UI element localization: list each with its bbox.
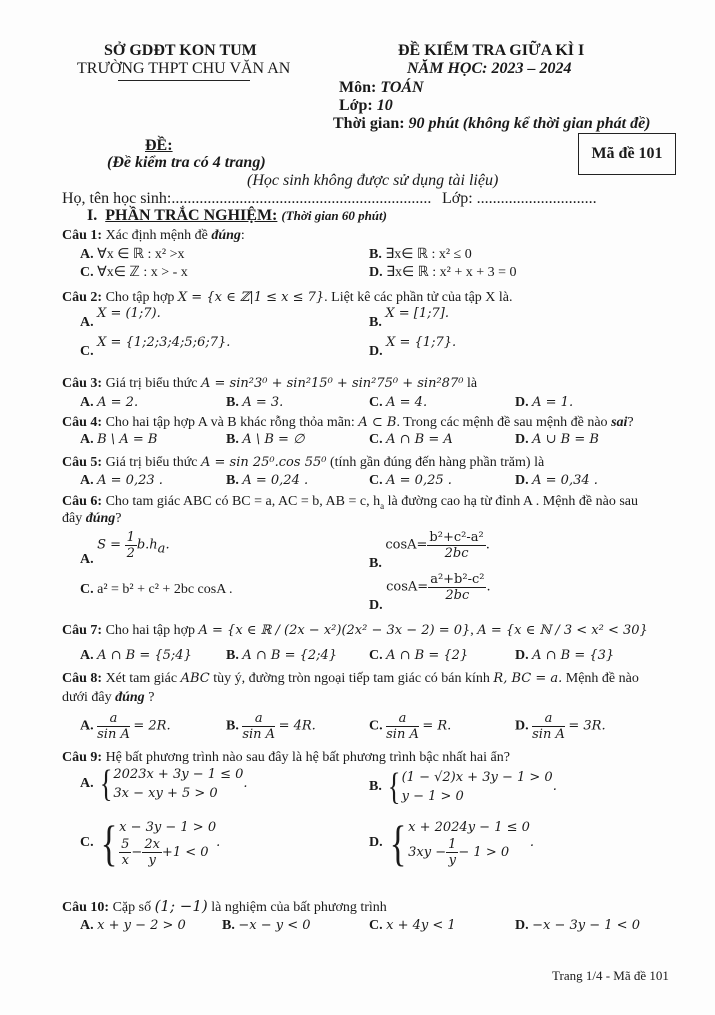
question-label: Câu 7: [62, 623, 103, 638]
option-text: ∃x∈ ℝ : x² + x + 3 = 0 [386, 265, 517, 280]
q5-option-d[interactable] [515, 473, 598, 489]
question-4 [62, 415, 634, 431]
question-text: Mệnh đề nào [565, 671, 639, 686]
school-name: TRƯỜNG THPT CHU VĂN AN [77, 60, 291, 77]
brace-icon: { [99, 763, 113, 805]
question-tail: : [240, 228, 245, 243]
q1-option-c[interactable] [80, 264, 188, 281]
fraction-denominator: 2 [126, 546, 135, 561]
equation-line: x − 3y − 1 > 0 [119, 820, 217, 835]
question-math: A = {x ∈ ℝ / (2x − x²)(2x² − 3x − 2) = 0} [198, 623, 471, 638]
exam-title: ĐỀ KIỂM TRA GIỮA KÌ I [398, 42, 585, 59]
q4-option-c[interactable] [369, 432, 453, 448]
option-letter: A. [80, 648, 94, 663]
option-text: . [552, 779, 557, 795]
option-text: A = 0,25 . [386, 473, 452, 488]
option-letter: A. [80, 776, 94, 792]
question-1 [62, 228, 245, 244]
question-label: Câu 9: [62, 750, 103, 765]
q8-option-d[interactable] [515, 711, 606, 742]
question-text: Cho hai tập hợp A và B khác rỗng thỏa mãn: [105, 415, 355, 430]
de-label: ĐỀ: [145, 137, 173, 154]
equation-line: y − 1 > 0 [401, 789, 464, 804]
no-materials-note: (Học sinh không được sử dụng tài liệu) [247, 172, 499, 189]
question-tail: ? [148, 690, 155, 705]
option-letter: B. [369, 247, 382, 262]
option-text: X = {1;2;3;4;5;6;7}. [97, 335, 231, 350]
fraction [446, 837, 458, 868]
option-letter: C. [80, 265, 94, 280]
option-text: = 3R. [568, 718, 606, 734]
option-letter: D. [515, 432, 529, 447]
option-text: b.h [136, 537, 158, 553]
subject-label: Môn: [339, 79, 377, 96]
grade-value: 10 [376, 97, 393, 114]
equation-system [402, 768, 553, 806]
option-letter: B. [222, 918, 235, 933]
q3-option-d[interactable] [515, 395, 573, 411]
q10-option-d[interactable] [515, 918, 640, 934]
option-letter: A. [80, 247, 94, 262]
equation-line: x + 2024y − 1 ≤ 0 [408, 820, 530, 835]
question-text: Giá trị biểu thức [105, 455, 198, 470]
option-letter: A. [80, 395, 94, 410]
q4-option-a[interactable] [80, 432, 157, 448]
q7-option-a[interactable] [80, 648, 192, 664]
fraction-denominator: sin A [242, 727, 276, 742]
q4-option-d[interactable] [515, 432, 599, 448]
option-letter: C. [80, 582, 94, 597]
equation-line: 2023x + 3y − 1 ≤ 0 [113, 767, 244, 782]
option-text: A = 4. [386, 395, 428, 410]
q8-option-c[interactable] [369, 711, 451, 742]
question-9 [62, 750, 510, 766]
question-emphasis: đúng [85, 511, 116, 526]
option-text: ∀x ∈ ℝ : x² >x [97, 247, 185, 262]
option-text: A ∪ B = B [532, 432, 599, 447]
option-text: a² = b² + c² + 2bc cosA . [97, 582, 233, 597]
question-tail: là [466, 376, 478, 391]
fraction-denominator: x [121, 853, 129, 868]
option-text: B \ A = B [97, 432, 158, 447]
q8-option-a[interactable] [80, 711, 171, 742]
fraction [386, 711, 419, 742]
option-letter: C. [369, 918, 383, 933]
option-letter: B. [226, 395, 239, 410]
option-text: . [165, 537, 170, 553]
section-number: I. [87, 207, 98, 224]
question-text: Hệ bất phương trình nào sau đây là hệ bất phương trình bậc nhất hai ẩn? [105, 750, 510, 765]
option-text: = 4R. [278, 718, 316, 734]
q8-option-b[interactable] [226, 711, 316, 742]
question-tail: (tính gần đúng đến hàng phần trăm) là [329, 455, 545, 470]
option-letter: D. [515, 395, 529, 410]
option-letter: C. [80, 835, 94, 851]
question-math: X = {x ∈ ℤ|1 ≤ x ≤ 7} [177, 290, 325, 305]
question-label: Câu 8: [62, 671, 103, 686]
fraction [97, 711, 130, 742]
fraction-numerator: a [532, 711, 565, 727]
equation-op: − [131, 845, 143, 860]
subject-line [339, 79, 424, 97]
equation-system [113, 765, 243, 803]
option-text: x + 4y < 1 [386, 918, 456, 933]
q7-option-b[interactable] [226, 648, 337, 664]
q7-option-d[interactable] [515, 648, 614, 664]
equation-tail: − 1 > 0 [458, 845, 510, 860]
fraction-denominator: y [448, 853, 456, 868]
question-6-line2 [62, 511, 122, 527]
question-3 [62, 376, 477, 392]
question-8 [62, 671, 639, 687]
question-text: Xét tam giác [105, 671, 178, 686]
question-text: Xác định mệnh đề [105, 228, 208, 243]
q9-option-c[interactable] [80, 815, 221, 871]
option-text: A = 0,24 . [242, 473, 309, 488]
option-letter: B. [226, 718, 239, 734]
question-label: Câu 2: [62, 290, 103, 305]
q2-option-d[interactable] [369, 335, 457, 360]
q5-option-a[interactable] [80, 473, 163, 489]
time-line [333, 115, 651, 133]
equation-system [119, 818, 216, 868]
option-letter: A. [80, 918, 94, 933]
q3-option-c[interactable] [369, 395, 427, 411]
q6-option-b[interactable] [369, 530, 490, 571]
q3-option-b[interactable] [226, 395, 283, 411]
class-field[interactable]: Lớp: .............................. [442, 190, 597, 207]
fraction-numerator: 5 [121, 837, 130, 852]
question-emphasis: sai [611, 415, 628, 430]
option-text: X = (1;7). [97, 306, 161, 321]
option-text: A = 0,34 . [532, 473, 598, 488]
question-tail: . Trong các mệnh đề sau mệnh đề nào [396, 415, 608, 430]
q1-option-a[interactable] [80, 246, 184, 263]
question-7: Câu 7: Cho hai tập hợp A = {x ∈ ℝ / (2x − x²)(2x² − 3x − 2) = 0}, A = {x ∈ ℕ / 3 < x² < 30} [62, 623, 648, 638]
q2-option-a[interactable] [80, 306, 161, 331]
question-text: Cho tam giác ABC có BC = a, AC = b, AB = c, h [105, 494, 381, 509]
option-text: A ∩ B = {2} [386, 648, 469, 663]
option-text: A = 2. [97, 395, 139, 410]
brace-icon: { [389, 815, 407, 871]
q6-option-d[interactable] [369, 572, 491, 613]
option-text: A = 1. [532, 395, 574, 410]
option-text: x + y − 2 > 0 [97, 918, 186, 933]
question-math: A = sin²3⁰ + sin²15⁰ + sin²75⁰ + sin²87⁰ [201, 376, 464, 391]
fraction [427, 530, 485, 561]
question-emphasis: đúng [211, 228, 241, 243]
q6-option-c[interactable] [80, 582, 233, 598]
option-text: A ∩ B = {3} [532, 648, 615, 663]
fraction-numerator: a [386, 711, 419, 727]
fraction-denominator: 2bc [444, 546, 469, 561]
option-text: cosA= [385, 537, 428, 553]
question-label: Câu 10: [62, 900, 110, 915]
option-text: . [529, 835, 535, 851]
fraction [428, 572, 486, 603]
fraction [532, 711, 565, 742]
q9-option-d[interactable] [369, 815, 535, 871]
option-letter: B. [369, 555, 382, 571]
pages-note: (Đề kiểm tra có 4 trang) [107, 154, 266, 171]
time-label: Thời gian: [333, 115, 405, 132]
fraction-denominator: sin A [386, 727, 419, 742]
q6-option-a[interactable] [80, 530, 170, 567]
option-text: . [216, 835, 221, 851]
option-letter: D. [515, 473, 529, 488]
question-subscript: a [380, 500, 385, 511]
q5-option-b[interactable] [226, 473, 308, 489]
option-letter: D. [369, 265, 383, 280]
option-text: A ∩ B = A [386, 432, 453, 447]
option-letter: A. [80, 315, 94, 330]
question-tail: là đường cao hạ từ đỉnh A . Mệnh đề nào sau [387, 494, 639, 509]
option-letter: C. [369, 432, 383, 447]
fraction-denominator: y [148, 853, 156, 868]
q10-option-b[interactable] [222, 918, 311, 934]
question-math: R, BC = a. [493, 671, 563, 686]
option-letter: A. [80, 473, 94, 488]
fraction-numerator: a [242, 711, 275, 727]
q9-option-a[interactable] [80, 765, 248, 803]
option-letter: D. [515, 918, 529, 933]
q7-option-c[interactable] [369, 648, 468, 664]
question-math: (1; −1) [154, 897, 208, 915]
equation-system [408, 818, 530, 868]
brace-icon: { [388, 766, 401, 808]
question-tail: . Liệt kê các phần tử của tập X là. [324, 290, 513, 305]
option-text: . [485, 537, 490, 553]
brace-icon: { [100, 815, 118, 871]
option-text: ∃x∈ ℝ : x² ≤ 0 [385, 247, 472, 262]
fraction-numerator: a²+b²-c² [430, 572, 485, 587]
option-text: −x − 3y − 1 < 0 [532, 918, 640, 933]
question-text: Cho tập hợp [105, 290, 175, 305]
question-text: tùy ý, đường tròn ngoại tiếp tam giác có bán kính [213, 671, 490, 686]
q10-option-a[interactable] [80, 918, 186, 934]
question-text: Cho hai tập hợp [105, 623, 196, 638]
question-text: dưới đây [62, 690, 112, 705]
grade-line [339, 97, 393, 115]
question-label: Câu 4: [62, 415, 103, 430]
fraction [119, 837, 131, 868]
q1-option-b[interactable] [369, 246, 472, 263]
q4-option-b[interactable] [226, 432, 304, 448]
option-text: = 2R. [133, 718, 171, 734]
option-text: A ∩ B = {5;4} [97, 648, 192, 663]
option-letter: D. [515, 648, 529, 663]
fraction-denominator: 2bc [445, 588, 470, 603]
option-letter: B. [226, 648, 239, 663]
option-letter: B. [369, 315, 382, 330]
equation-tail: +1 < 0 [161, 845, 209, 860]
fraction-numerator: a [97, 711, 130, 727]
option-letter: B. [369, 779, 382, 795]
section-heading: PHẦN TRẮC NGHIỆM: [105, 207, 278, 224]
option-text: A = 3. [242, 395, 284, 410]
question-text: Giá trị biểu thức [105, 376, 198, 391]
exam-code: Mã đề 101 [591, 145, 663, 162]
question-math: A = {x ∈ ℕ / 3 < x² < 30} [477, 623, 648, 638]
option-letter: D. [515, 718, 529, 734]
q5-option-c[interactable] [369, 473, 452, 489]
question-10 [62, 897, 387, 916]
question-label: Câu 6: [62, 494, 103, 509]
question-text: đây [62, 511, 83, 526]
option-text: . [486, 579, 491, 595]
option-text: X = {1;7}. [386, 335, 457, 350]
section-time: (Thời gian 60 phút) [281, 208, 387, 223]
question-emphasis: đúng [115, 690, 145, 705]
school-underline [118, 80, 250, 81]
option-text: X = [1;7]. [385, 306, 449, 321]
option-letter: C. [80, 344, 94, 359]
equation-lead: 3xy − [408, 845, 447, 860]
option-text: cosA= [386, 579, 429, 595]
question-tail: là nghiệm của bất phương trình [211, 900, 387, 915]
option-letter: B. [226, 473, 239, 488]
grade-label: Lớp: [339, 97, 373, 114]
q3-option-a[interactable] [80, 395, 138, 411]
option-subscript: a [157, 541, 166, 557]
fraction-denominator: sin A [532, 727, 565, 742]
page-footer: Trang 1/4 - Mã đề 101 [552, 968, 669, 983]
option-letter: C. [369, 718, 383, 734]
option-letter: D. [369, 597, 383, 613]
option-letter: B. [226, 432, 239, 447]
question-text: Cặp số [112, 900, 152, 915]
option-text: A \ B = ∅ [242, 432, 305, 447]
section-title [87, 207, 387, 225]
q2-option-c[interactable] [80, 335, 231, 360]
equation-line: 3x − xy + 5 > 0 [113, 786, 218, 801]
question-2 [62, 290, 513, 306]
fraction-numerator: 2x [144, 837, 160, 852]
question-tail: ? [115, 511, 122, 526]
question-label: Câu 3: [62, 376, 103, 391]
fraction-numerator: b²+c²-a² [429, 530, 484, 545]
question-5 [62, 455, 544, 471]
question-8-line2 [62, 690, 154, 706]
option-letter: D. [369, 344, 383, 359]
fraction-numerator: 1 [126, 530, 135, 545]
question-math: A = sin 25⁰.cos 55⁰ [201, 455, 327, 470]
exam-code-box [578, 133, 676, 175]
fraction-numerator: 1 [448, 837, 457, 852]
subject-value: TOÁN [380, 79, 424, 96]
fraction-denominator: sin A [97, 727, 130, 742]
school-year: NĂM HỌC: 2023 – 2024 [407, 60, 572, 77]
option-text: −x − y < 0 [238, 918, 311, 933]
question-math: A ⊂ B [358, 415, 397, 430]
option-letter: D. [369, 835, 383, 851]
option-letter: C. [369, 473, 383, 488]
q1-option-d[interactable] [369, 264, 517, 281]
q10-option-c[interactable] [369, 918, 456, 934]
fraction [142, 837, 162, 868]
equation-line: (1 − √2)x + 3y − 1 > 0 [401, 770, 553, 785]
question-math: ABC [180, 671, 210, 686]
q2-option-b[interactable] [369, 306, 449, 331]
option-letter: A. [80, 551, 94, 567]
question-label: Câu 1: [62, 228, 103, 243]
question-label: Câu 5: [62, 455, 103, 470]
department-name: SỞ GDĐT KON TUM [104, 42, 257, 59]
fraction [125, 530, 137, 561]
option-text: ∀x∈ ℤ : x > - x [97, 265, 188, 280]
student-name-field[interactable]: Họ, tên học sinh:................................................................. [62, 190, 432, 207]
time-value: 90 phút (không kể thời gian phát đề) [408, 115, 651, 132]
option-text: . [243, 776, 248, 792]
option-letter: A. [80, 432, 94, 447]
option-letter: C. [369, 395, 383, 410]
fraction [242, 711, 275, 742]
option-letter: A. [80, 718, 94, 734]
option-text: A ∩ B = {2;4} [242, 648, 338, 663]
question-tail: ? [627, 415, 634, 430]
option-letter: C. [369, 648, 383, 663]
q9-option-b[interactable] [369, 768, 557, 806]
question-6 [62, 494, 638, 511]
option-text: S = [97, 537, 122, 553]
option-text: = R. [422, 718, 452, 734]
option-text: A = 0,23 . [97, 473, 163, 488]
